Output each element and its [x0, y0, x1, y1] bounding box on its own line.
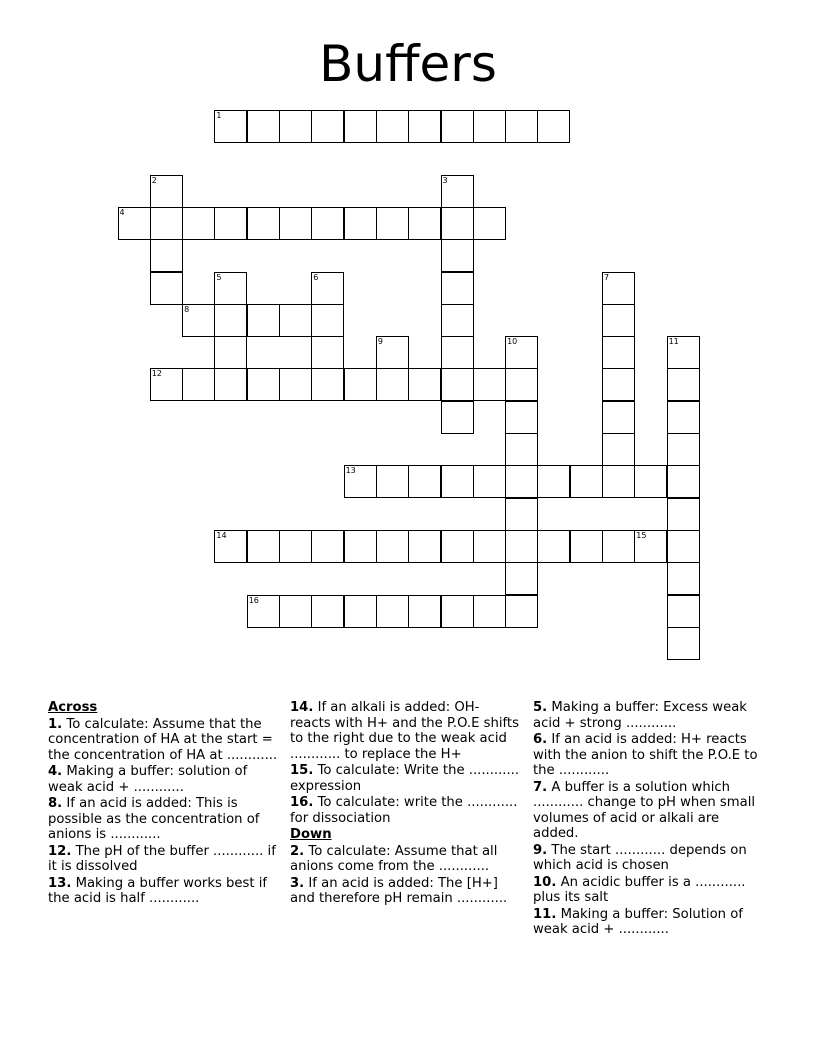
grid-cell[interactable]	[214, 530, 247, 563]
clue-down-11: 11. Making a buffer: Solution of weak acid + ............	[533, 906, 743, 937]
clue-across-13: 13. Making a buffer works best if the acid is half ............	[48, 875, 268, 906]
grid-cell[interactable]	[667, 401, 700, 434]
grid-cell[interactable]	[214, 110, 247, 143]
grid-cell[interactable]	[473, 207, 506, 240]
clue-down-10: 10. An acidic buffer is a ............ plus its salt	[533, 874, 746, 905]
grid-cell[interactable]	[602, 530, 635, 563]
grid-cell[interactable]	[344, 595, 377, 628]
grid-cell[interactable]	[473, 530, 506, 563]
grid-cell[interactable]	[667, 465, 700, 498]
cell-number: 11	[668, 337, 679, 347]
grid-cell[interactable]	[182, 207, 215, 240]
grid-cell[interactable]	[473, 465, 506, 498]
grid-cell[interactable]	[279, 595, 312, 628]
grid-cell[interactable]	[150, 175, 183, 208]
grid-cell[interactable]	[473, 595, 506, 628]
cell-number: 1	[216, 111, 222, 120]
puzzle-title: Buffers	[319, 35, 497, 93]
grid-cell[interactable]	[247, 110, 280, 143]
clue-across-4: 4. Making a buffer: solution of weak acid + ............	[48, 764, 248, 795]
cell-number: 9	[377, 337, 383, 347]
clue-across-8: 8. If an acid is added: This is possible as the concentration of anions is ............	[48, 796, 260, 842]
grid-cell[interactable]	[537, 110, 570, 143]
grid-cell[interactable]	[408, 368, 441, 401]
cell-number: 2	[151, 175, 157, 185]
grid-cell[interactable]	[311, 595, 344, 628]
grid-cell[interactable]	[408, 595, 441, 628]
across-heading: Across	[48, 700, 98, 715]
clue-down-7: 7. A buffer is a solution which ............ change to pH when small volumes of acid or alkali are added.	[533, 779, 756, 841]
grid-cell[interactable]	[441, 272, 474, 305]
grid-cell[interactable]	[441, 336, 474, 369]
grid-cell[interactable]	[182, 368, 215, 401]
clue-down-3: 3. If an acid is added: The [H+] and therefore pH remain ............	[290, 875, 508, 906]
grid-cell[interactable]	[505, 562, 538, 595]
grid-cell[interactable]	[505, 336, 538, 369]
cell-number: 13	[345, 466, 356, 476]
grid-cell[interactable]	[473, 368, 506, 401]
grid-cell[interactable]	[667, 368, 700, 401]
grid-cell[interactable]	[441, 465, 474, 498]
grid-cell[interactable]	[441, 304, 474, 337]
clues-column-1	[48, 700, 280, 908]
grid-cell[interactable]	[505, 433, 538, 466]
grid-cell[interactable]	[279, 304, 312, 337]
grid-cell[interactable]	[408, 465, 441, 498]
grid-cell[interactable]	[376, 110, 409, 143]
grid-cell[interactable]	[344, 110, 377, 143]
grid-cell[interactable]	[150, 207, 183, 240]
grid-cell[interactable]	[408, 530, 441, 563]
grid-cell[interactable]	[344, 465, 377, 498]
grid-cell[interactable]	[537, 530, 570, 563]
grid-cell[interactable]	[634, 465, 667, 498]
clue-across-1: 1. To calculate: Assume that the concentration of HA at the start = the concentration of HA at ............	[48, 716, 278, 763]
grid-cell[interactable]	[667, 433, 700, 466]
grid-cell[interactable]	[247, 368, 280, 401]
cell-number: 16	[248, 595, 259, 605]
grid-cell[interactable]	[570, 530, 603, 563]
clues-column-3	[533, 700, 765, 939]
grid-cell[interactable]	[279, 368, 312, 401]
grid-cell[interactable]	[667, 627, 700, 660]
grid-cell[interactable]	[602, 401, 635, 434]
grid-cell[interactable]	[441, 530, 474, 563]
clue-across-15: 15. To calculate: Write the ............ expression	[290, 763, 520, 794]
cell-number: 3	[442, 175, 448, 185]
cell-number: 15	[636, 530, 647, 540]
grid-cell[interactable]	[182, 304, 215, 337]
clue-down-9: 9. The start ............ depends on which acid is chosen	[533, 842, 747, 873]
clues-column-2	[290, 700, 522, 908]
grid-cell[interactable]	[150, 272, 183, 305]
cell-number: 5	[216, 272, 222, 282]
grid-cell[interactable]	[441, 595, 474, 628]
grid-cell[interactable]	[279, 207, 312, 240]
clue-across-14: 14. If an alkali is added: OH- reacts with H+ and the P.O.E shifts to the right due to the weak acid ............ to replace the H+	[290, 700, 519, 762]
grid-cell[interactable]	[247, 304, 280, 337]
grid-cell[interactable]	[344, 530, 377, 563]
down-heading: Down	[290, 827, 332, 842]
grid-cell[interactable]	[602, 336, 635, 369]
grid-cell[interactable]	[505, 110, 538, 143]
grid-cell[interactable]	[279, 530, 312, 563]
clue-down-5: 5. Making a buffer: Excess weak acid + strong ............	[533, 700, 747, 731]
grid-cell[interactable]	[667, 498, 700, 531]
grid-cell[interactable]	[376, 368, 409, 401]
grid-cell[interactable]	[505, 401, 538, 434]
grid-cell[interactable]	[441, 175, 474, 208]
grid-cell[interactable]	[441, 239, 474, 272]
grid-cell[interactable]	[441, 368, 474, 401]
clue-down-2: 2. To calculate: Assume that all anions come from the ............	[290, 843, 498, 874]
grid-cell[interactable]	[408, 110, 441, 143]
grid-cell[interactable]	[118, 207, 151, 240]
grid-cell[interactable]	[473, 110, 506, 143]
cell-number: 10	[507, 337, 518, 347]
grid-cell[interactable]	[311, 530, 344, 563]
grid-cell[interactable]	[537, 465, 570, 498]
grid-cell[interactable]	[667, 530, 700, 563]
grid-cell[interactable]	[602, 368, 635, 401]
grid-cell[interactable]	[344, 207, 377, 240]
grid-cell[interactable]	[311, 304, 344, 337]
grid-cell[interactable]	[505, 465, 538, 498]
grid-cell[interactable]	[667, 336, 700, 369]
grid-cell[interactable]	[634, 530, 667, 563]
grid-cell[interactable]	[214, 272, 247, 305]
cell-number: 8	[184, 304, 190, 314]
grid-cell[interactable]	[214, 336, 247, 369]
grid-cell[interactable]	[441, 110, 474, 143]
grid-cell[interactable]	[344, 368, 377, 401]
grid-cell[interactable]	[279, 110, 312, 143]
grid-cell[interactable]	[311, 368, 344, 401]
grid-cell[interactable]	[570, 465, 603, 498]
grid-cell[interactable]	[441, 401, 474, 434]
grid-cell[interactable]	[311, 110, 344, 143]
grid-cell[interactable]	[602, 272, 635, 305]
cell-number: 12	[151, 369, 162, 379]
grid-cell[interactable]	[376, 465, 409, 498]
cell-number: 4	[119, 207, 125, 217]
grid-cell[interactable]	[311, 336, 344, 369]
grid-cell[interactable]	[667, 562, 700, 595]
grid-cell[interactable]	[667, 595, 700, 628]
grid-cell[interactable]	[311, 272, 344, 305]
grid-cell[interactable]	[505, 498, 538, 531]
cell-number: 14	[216, 530, 227, 540]
grid-cell[interactable]	[408, 207, 441, 240]
grid-cell[interactable]	[505, 368, 538, 401]
grid-cell[interactable]	[214, 368, 247, 401]
grid-cell[interactable]	[376, 207, 409, 240]
grid-cell[interactable]	[505, 595, 538, 628]
grid-cell[interactable]	[247, 530, 280, 563]
grid-cell[interactable]	[376, 336, 409, 369]
grid-cell[interactable]	[505, 530, 538, 563]
grid-cell[interactable]	[602, 304, 635, 337]
grid-cell[interactable]	[441, 207, 474, 240]
grid-cell[interactable]	[214, 207, 247, 240]
grid-cell[interactable]	[247, 207, 280, 240]
grid-cell[interactable]	[214, 304, 247, 337]
grid-cell[interactable]	[602, 433, 635, 466]
grid-cell[interactable]	[150, 368, 183, 401]
grid-cell[interactable]	[376, 530, 409, 563]
cell-number: 6	[313, 272, 319, 282]
grid-cell[interactable]	[376, 595, 409, 628]
clue-across-12: 12. The pH of the buffer ............ if it is dissolved	[48, 843, 276, 874]
clue-down-6: 6. If an acid is added: H+ reacts with the anion to shift the P.O.E to the ............	[533, 732, 758, 778]
grid-cell[interactable]	[150, 239, 183, 272]
grid-cell[interactable]	[247, 595, 280, 628]
clue-across-16: 16. To calculate: write the ............ for dissociation	[290, 795, 518, 826]
grid-cell[interactable]	[311, 207, 344, 240]
cell-number: 7	[604, 272, 610, 282]
grid-cell[interactable]	[602, 465, 635, 498]
